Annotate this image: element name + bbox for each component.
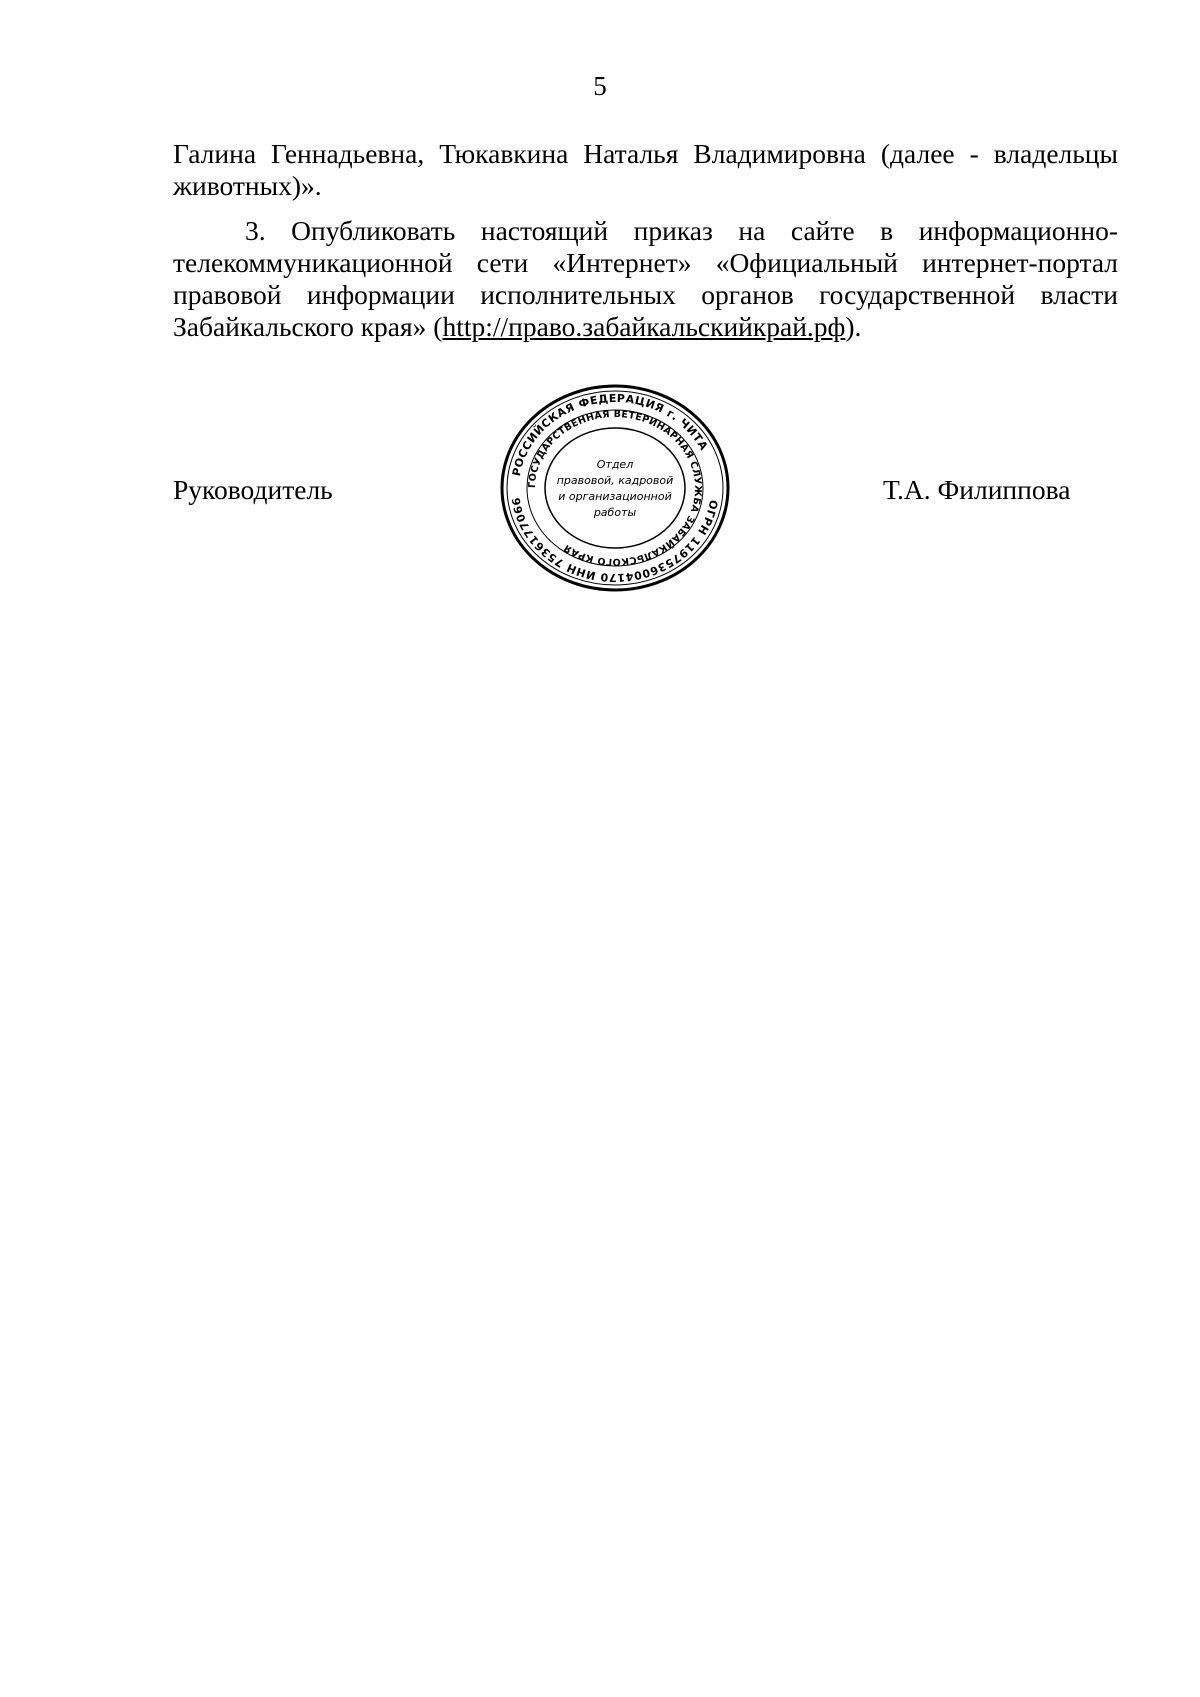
seal-middle-text: ГОСУДАРСТВЕННАЯ ВЕТЕРИНАРНАЯ СЛУЖБА ЗАБАЙКАЛЬСКОГО КРАЯ [526,408,704,568]
signature-role: Руководитель [173,474,333,505]
seal-inner-ring [545,428,685,548]
paragraph-3-publish [173,215,1118,343]
page-number: 5 [593,71,607,101]
paragraph-3-tail: ). [845,311,862,342]
seal-outer-inner-ring [507,391,723,585]
paragraph-1-text: Галина Геннадьевна, Тюкавкина Наталья Владимировна (далее - владельцы животных)». [173,138,1118,201]
seal-center-line-4: работы [593,506,637,519]
seal-center-line-1: Отдел [596,458,634,471]
official-seal [498,383,732,593]
seal-outer-bottom-text: ОГРН 1197536004170 ИНН 7536177066 [509,496,721,585]
seal-center-line-2: правовой, кадровой [556,474,674,487]
portal-link[interactable]: http://право.забайкальскийкрай.рф [442,311,846,342]
seal-outer-top-text: РОССИЙСКАЯ ФЕДЕРАЦИЯ г. ЧИТА [509,391,711,478]
paragraph-3-text: 3. Опубликовать настоящий приказ на сайте в информационно-телекоммуникационной сети «Интернет» «Официальный интернет-портал правовой информации исполнительных органов государственной власти Забайкальского края» ( [173,215,1118,342]
signature-name: Т.А. Филиппова [883,474,1071,505]
paragraph-continuation [173,138,1118,202]
seal-center-line-3: и организационной [558,490,672,503]
